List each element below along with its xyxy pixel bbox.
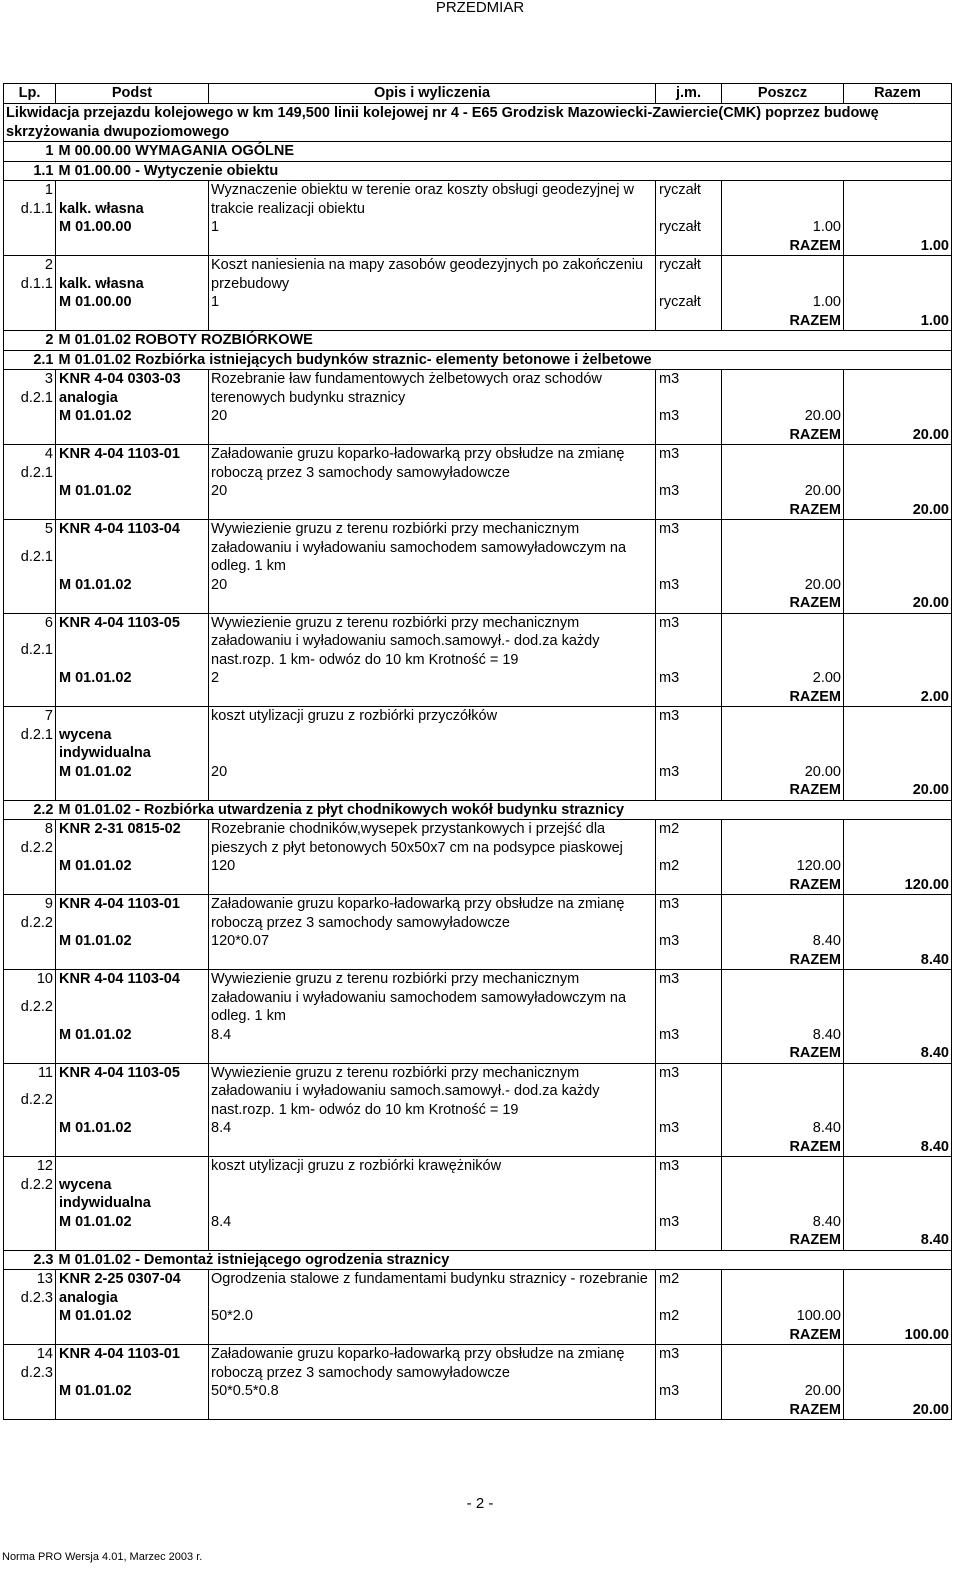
calc-row (4, 1213, 952, 1232)
header-jm: j.m. (656, 84, 722, 104)
item-unit: m3 (656, 370, 722, 389)
page-number: - 2 - (466, 1495, 494, 1512)
razem-row (4, 237, 952, 256)
table-row (4, 445, 952, 464)
item-basis-note (56, 998, 209, 1026)
calc-row (4, 293, 952, 312)
investment-title: Likwidacja przejazdu kolejowego w km 149,500 linii kolejowej nr 4 - E65 Grodzisk Mazowiecki-Zawiercie(CMK) poprzez budowę skrzyżowania dwupoziomowego (4, 104, 952, 142)
item-poszcz-empty (722, 256, 844, 275)
item-basis-code: KNR 4-04 1103-04 (56, 970, 209, 998)
calc-spec-ref: M 01.01.02 (56, 1307, 209, 1326)
calc-poszcz: 8.40 (722, 1119, 844, 1138)
item-poszcz-empty (722, 181, 844, 200)
item-description: Wywiezienie gruzu z terenu rozbiórki przy mechanicznym załadowaniu i wyładowaniu samochodem samowyładowczym na odleg. 1 km (209, 970, 656, 1026)
group-row (4, 161, 952, 181)
table-row (4, 613, 952, 641)
razem-row (4, 594, 952, 613)
table-body (4, 104, 952, 1420)
item-section-ref: d.2.1 (4, 464, 56, 483)
calc-spec-ref: M 01.01.02 (56, 1026, 209, 1045)
calc-unit: m3 (656, 669, 722, 688)
calc-spec-ref: M 01.01.02 (56, 763, 209, 782)
item-basis-code (56, 707, 209, 726)
item-basis-note (56, 839, 209, 858)
table-header-row (4, 84, 952, 104)
calc-expression: 8.4 (209, 1213, 656, 1232)
calc-unit: ryczałt (656, 293, 722, 312)
group-title: M 01.01.02 - Rozbiórka utwardzenia z płyt chodnikowych wokół budynku straznicy (56, 800, 952, 820)
group-row (4, 350, 952, 370)
item-poszcz-empty (722, 613, 844, 641)
razem-label: RAZEM (722, 1401, 844, 1420)
razem-row (4, 876, 952, 895)
group-number: 2.2 (4, 800, 56, 820)
calc-expression: 20 (209, 763, 656, 782)
calc-poszcz: 20.00 (722, 763, 844, 782)
calc-expression: 1 (209, 218, 656, 237)
calc-poszcz: 2.00 (722, 669, 844, 688)
calc-expression: 8.4 (209, 1026, 656, 1045)
item-section-ref: d.2.3 (4, 1289, 56, 1308)
item-razem-empty (844, 820, 952, 839)
table-row (4, 1345, 952, 1364)
razem-label: RAZEM (722, 951, 844, 970)
item-basis-note (56, 641, 209, 669)
item-description: Załadowanie gruzu koparko-ładowarką przy obsłudze na zmianę roboczą przez 3 samochody samowyładowcze (209, 1345, 656, 1383)
razem-label: RAZEM (722, 1326, 844, 1345)
calc-expression: 120 (209, 857, 656, 876)
title-row (4, 104, 952, 142)
item-basis-note: analogia (56, 389, 209, 408)
item-poszcz-empty (722, 1345, 844, 1364)
item-unit: m3 (656, 895, 722, 914)
razem-row (4, 501, 952, 520)
calc-spec-ref: M 01.01.02 (56, 1213, 209, 1232)
calc-row (4, 576, 952, 595)
calc-unit: m3 (656, 1119, 722, 1138)
item-section-ref: d.1.1 (4, 275, 56, 294)
item-section-ref: d.1.1 (4, 200, 56, 219)
calc-unit: m3 (656, 407, 722, 426)
item-number: 1 (4, 181, 56, 200)
group-title: M 01.00.00 - Wytyczenie obiektu (56, 161, 952, 181)
calc-spec-ref: M 01.01.02 (56, 482, 209, 501)
calc-row (4, 1119, 952, 1138)
table-row (4, 970, 952, 998)
calc-expression: 20 (209, 482, 656, 501)
item-unit: m2 (656, 1270, 722, 1289)
item-unit: m3 (656, 1345, 722, 1364)
calc-poszcz: 8.40 (722, 1213, 844, 1232)
razem-row (4, 1231, 952, 1250)
item-section-ref: d.2.2 (4, 839, 56, 858)
table-row (4, 820, 952, 839)
item-number: 7 (4, 707, 56, 726)
table-row (4, 707, 952, 726)
item-razem-empty (844, 1270, 952, 1289)
calc-row (4, 1307, 952, 1326)
item-unit: m3 (656, 613, 722, 641)
item-number: 10 (4, 970, 56, 998)
item-basis-code: KNR 4-04 1103-01 (56, 895, 209, 914)
calc-expression: 20 (209, 407, 656, 426)
item-description: Wywiezienie gruzu z terenu rozbiórki przy mechanicznym załadowaniu i wyładowaniu samochodem samowyładowczym na odleg. 1 km (209, 520, 656, 576)
item-razem-empty (844, 707, 952, 726)
calc-unit: m3 (656, 1213, 722, 1232)
calc-poszcz: 20.00 (722, 407, 844, 426)
item-basis-code: KNR 4-04 1103-04 (56, 520, 209, 548)
item-poszcz-empty (722, 970, 844, 998)
calc-spec-ref: M 01.01.02 (56, 1119, 209, 1138)
header-lp: Lp. (4, 84, 56, 104)
item-poszcz-empty (722, 370, 844, 389)
item-description: koszt utylizacji gruzu z rozbiórki przyczółków (209, 707, 656, 763)
item-basis-code: KNR 4-04 1103-05 (56, 613, 209, 641)
razem-label: RAZEM (722, 312, 844, 331)
header-podst: Podst (56, 84, 209, 104)
calc-spec-ref: M 01.01.02 (56, 576, 209, 595)
calc-expression: 50*0.5*0.8 (209, 1382, 656, 1401)
item-poszcz-empty (722, 707, 844, 726)
item-description: Wyznaczenie obiektu w terenie oraz koszty obsługi geodezyjnej w trakcie realizacji obiektu (209, 181, 656, 219)
item-basis-note (56, 464, 209, 483)
group-number: 1 (4, 142, 56, 162)
item-basis-note (56, 914, 209, 933)
header-razem: Razem (844, 84, 952, 104)
calc-row (4, 857, 952, 876)
calc-unit: m3 (656, 576, 722, 595)
item-unit: m3 (656, 1157, 722, 1176)
item-unit: m3 (656, 520, 722, 548)
group-number: 2 (4, 331, 56, 351)
calc-poszcz: 120.00 (722, 857, 844, 876)
item-poszcz-empty (722, 445, 844, 464)
razem-value: 20.00 (844, 501, 952, 520)
group-row (4, 331, 952, 351)
item-razem-empty (844, 1063, 952, 1091)
calc-expression: 2 (209, 669, 656, 688)
calc-unit: m2 (656, 1307, 722, 1326)
item-razem-empty (844, 520, 952, 548)
calc-spec-ref: M 01.01.02 (56, 932, 209, 951)
group-number: 2.3 (4, 1250, 56, 1270)
item-unit: ryczałt (656, 181, 722, 200)
razem-value: 8.40 (844, 1231, 952, 1250)
item-number: 4 (4, 445, 56, 464)
item-number: 5 (4, 520, 56, 548)
item-basis-code: KNR 2-25 0307-04 (56, 1270, 209, 1289)
calc-expression: 1 (209, 293, 656, 312)
item-razem-empty (844, 895, 952, 914)
razem-value: 20.00 (844, 594, 952, 613)
razem-label: RAZEM (722, 781, 844, 800)
table-row (4, 256, 952, 275)
calc-spec-ref: M 01.01.02 (56, 407, 209, 426)
item-section-ref: d.2.2 (4, 1091, 56, 1119)
item-poszcz-empty (722, 1063, 844, 1091)
calc-poszcz: 8.40 (722, 1026, 844, 1045)
razem-value: 2.00 (844, 688, 952, 707)
razem-row (4, 1044, 952, 1063)
item-section-ref: d.2.1 (4, 641, 56, 669)
calc-unit: m3 (656, 482, 722, 501)
item-unit: m3 (656, 445, 722, 464)
item-basis-code: KNR 4-04 1103-05 (56, 1063, 209, 1091)
item-unit: m2 (656, 820, 722, 839)
item-description: Załadowanie gruzu koparko-ładowarką przy obsłudze na zmianę roboczą przez 3 samochody samowyładowcze (209, 895, 656, 933)
razem-row (4, 781, 952, 800)
item-description: Koszt naniesienia na mapy zasobów geodezyjnych po zakończeniu przebudowy (209, 256, 656, 294)
item-razem-empty (844, 445, 952, 464)
calc-row (4, 669, 952, 688)
razem-value: 120.00 (844, 876, 952, 895)
razem-value: 20.00 (844, 426, 952, 445)
razem-row (4, 951, 952, 970)
item-unit: m3 (656, 970, 722, 998)
item-poszcz-empty (722, 895, 844, 914)
item-basis-note (56, 548, 209, 576)
calc-spec-ref: M 01.01.02 (56, 857, 209, 876)
item-section-ref: d.2.2 (4, 914, 56, 933)
razem-label: RAZEM (722, 1044, 844, 1063)
item-basis-code: KNR 4-04 1103-01 (56, 1345, 209, 1364)
group-title: M 01.01.02 Rozbiórka istniejących budynków straznic- elementy betonowe i żelbetowe (56, 350, 952, 370)
item-razem-empty (844, 256, 952, 275)
group-title: M 00.00.00 WYMAGANIA OGÓLNE (56, 142, 952, 162)
item-number: 2 (4, 256, 56, 275)
item-razem-empty (844, 970, 952, 998)
calc-unit: m3 (656, 763, 722, 782)
table-row (4, 1270, 952, 1289)
item-section-ref: d.2.2 (4, 1176, 56, 1213)
item-unit: ryczałt (656, 256, 722, 275)
calc-unit: m3 (656, 1026, 722, 1045)
item-basis-code (56, 181, 209, 200)
item-unit: m3 (656, 707, 722, 726)
razem-label: RAZEM (722, 237, 844, 256)
calc-unit: ryczałt (656, 218, 722, 237)
table-row (4, 370, 952, 389)
razem-label: RAZEM (722, 1138, 844, 1157)
item-basis-code (56, 256, 209, 275)
group-number: 1.1 (4, 161, 56, 181)
razem-row (4, 312, 952, 331)
item-number: 3 (4, 370, 56, 389)
item-razem-empty (844, 613, 952, 641)
calc-row (4, 1026, 952, 1045)
razem-value: 8.40 (844, 1044, 952, 1063)
item-unit: m3 (656, 1063, 722, 1091)
calc-row (4, 482, 952, 501)
calc-expression: 20 (209, 576, 656, 595)
calc-poszcz: 20.00 (722, 576, 844, 595)
item-razem-empty (844, 181, 952, 200)
calc-expression: 120*0.07 (209, 932, 656, 951)
razem-label: RAZEM (722, 426, 844, 445)
calc-poszcz: 20.00 (722, 1382, 844, 1401)
calc-spec-ref: M 01.01.02 (56, 1382, 209, 1401)
calc-spec-ref: M 01.00.00 (56, 218, 209, 237)
item-basis-note: wycena indywidualna (56, 1176, 209, 1213)
group-title: M 01.01.02 ROBOTY ROZBIÓRKOWE (56, 331, 952, 351)
razem-value: 1.00 (844, 237, 952, 256)
group-title: M 01.01.02 - Demontaż istniejącego ogrodzenia straznicy (56, 1250, 952, 1270)
item-description: Wywiezienie gruzu z terenu rozbiórki przy mechanicznym załadowaniu i wyładowaniu samoch.samowył.- dod.za każdy nast.rozp. 1 km- odwóz do 10 km Krotność = 19 (209, 1063, 656, 1119)
group-row (4, 1250, 952, 1270)
calc-expression: 8.4 (209, 1119, 656, 1138)
razem-row (4, 1401, 952, 1420)
header-poszcz: Poszcz (722, 84, 844, 104)
group-row (4, 800, 952, 820)
calc-unit: m3 (656, 1382, 722, 1401)
item-basis-note (56, 1364, 209, 1383)
razem-value: 20.00 (844, 781, 952, 800)
item-number: 11 (4, 1063, 56, 1091)
page-title: PRZEDMIAR (435, 0, 525, 16)
software-footer: Norma PRO Wersja 4.01, Marzec 2003 r. (2, 1551, 203, 1563)
table-row (4, 1157, 952, 1176)
item-description: Ogrodzenia stalowe z fundamentami budynku straznicy - rozebranie (209, 1270, 656, 1308)
calc-poszcz: 1.00 (722, 218, 844, 237)
item-basis-code: KNR 2-31 0815-02 (56, 820, 209, 839)
header-opis: Opis i wyliczenia (209, 84, 656, 104)
item-description: Rozebranie ław fundamentowych żelbetowych oraz schodów terenowych budynku straznicy (209, 370, 656, 408)
item-poszcz-empty (722, 1157, 844, 1176)
item-section-ref: d.2.1 (4, 726, 56, 763)
item-description: Wywiezienie gruzu z terenu rozbiórki przy mechanicznym załadowaniu i wyładowaniu samoch.samowył.- dod.za każdy nast.rozp. 1 km- odwóz do 10 km Krotność = 19 (209, 613, 656, 669)
item-section-ref: d.2.3 (4, 1364, 56, 1383)
item-section-ref: d.2.1 (4, 389, 56, 408)
calc-unit: m3 (656, 932, 722, 951)
razem-label: RAZEM (722, 501, 844, 520)
item-poszcz-empty (722, 820, 844, 839)
item-razem-empty (844, 1157, 952, 1176)
razem-label: RAZEM (722, 876, 844, 895)
calc-expression: 50*2.0 (209, 1307, 656, 1326)
item-basis-note: wycena indywidualna (56, 726, 209, 763)
item-number: 12 (4, 1157, 56, 1176)
item-section-ref: d.2.2 (4, 998, 56, 1026)
item-basis-code (56, 1157, 209, 1176)
item-razem-empty (844, 1345, 952, 1364)
table-row (4, 895, 952, 914)
razem-value: 100.00 (844, 1326, 952, 1345)
razem-value: 20.00 (844, 1401, 952, 1420)
razem-label: RAZEM (722, 688, 844, 707)
razem-value: 1.00 (844, 312, 952, 331)
item-basis-note: kalk. własna (56, 275, 209, 294)
razem-label: RAZEM (722, 594, 844, 613)
item-description: Załadowanie gruzu koparko-ładowarką przy obsłudze na zmianę roboczą przez 3 samochody samowyładowcze (209, 445, 656, 483)
item-number: 13 (4, 1270, 56, 1289)
estimate-table (3, 83, 952, 1420)
item-basis-note: kalk. własna (56, 200, 209, 219)
item-poszcz-empty (722, 520, 844, 548)
razem-row (4, 1138, 952, 1157)
calc-unit: m2 (656, 857, 722, 876)
calc-row (4, 407, 952, 426)
calc-row (4, 932, 952, 951)
razem-row (4, 1326, 952, 1345)
item-description: Rozebranie chodników,wysepek przystankowych i przejść dla pieszych z płyt betonowych 50x50x7 cm na podsypce piaskowej (209, 820, 656, 858)
razem-value: 8.40 (844, 951, 952, 970)
item-section-ref: d.2.1 (4, 548, 56, 576)
calc-spec-ref: M 01.01.02 (56, 669, 209, 688)
razem-row (4, 426, 952, 445)
calc-poszcz: 100.00 (722, 1307, 844, 1326)
table-row (4, 1063, 952, 1091)
calc-poszcz: 8.40 (722, 932, 844, 951)
calc-poszcz: 1.00 (722, 293, 844, 312)
item-basis-code: KNR 4-04 1103-01 (56, 445, 209, 464)
calc-row (4, 218, 952, 237)
razem-row (4, 688, 952, 707)
table-row (4, 520, 952, 548)
item-basis-note (56, 1091, 209, 1119)
item-number: 9 (4, 895, 56, 914)
item-poszcz-empty (722, 1270, 844, 1289)
item-basis-code: KNR 4-04 0303-03 (56, 370, 209, 389)
calc-row (4, 763, 952, 782)
table-row (4, 181, 952, 200)
item-number: 8 (4, 820, 56, 839)
razem-value: 8.40 (844, 1138, 952, 1157)
group-row (4, 142, 952, 162)
calc-spec-ref: M 01.00.00 (56, 293, 209, 312)
razem-label: RAZEM (722, 1231, 844, 1250)
item-description: koszt utylizacji gruzu z rozbiórki krawężników (209, 1157, 656, 1213)
group-number: 2.1 (4, 350, 56, 370)
item-number: 6 (4, 613, 56, 641)
calc-poszcz: 20.00 (722, 482, 844, 501)
item-number: 14 (4, 1345, 56, 1364)
calc-row (4, 1382, 952, 1401)
item-basis-note: analogia (56, 1289, 209, 1308)
item-razem-empty (844, 370, 952, 389)
